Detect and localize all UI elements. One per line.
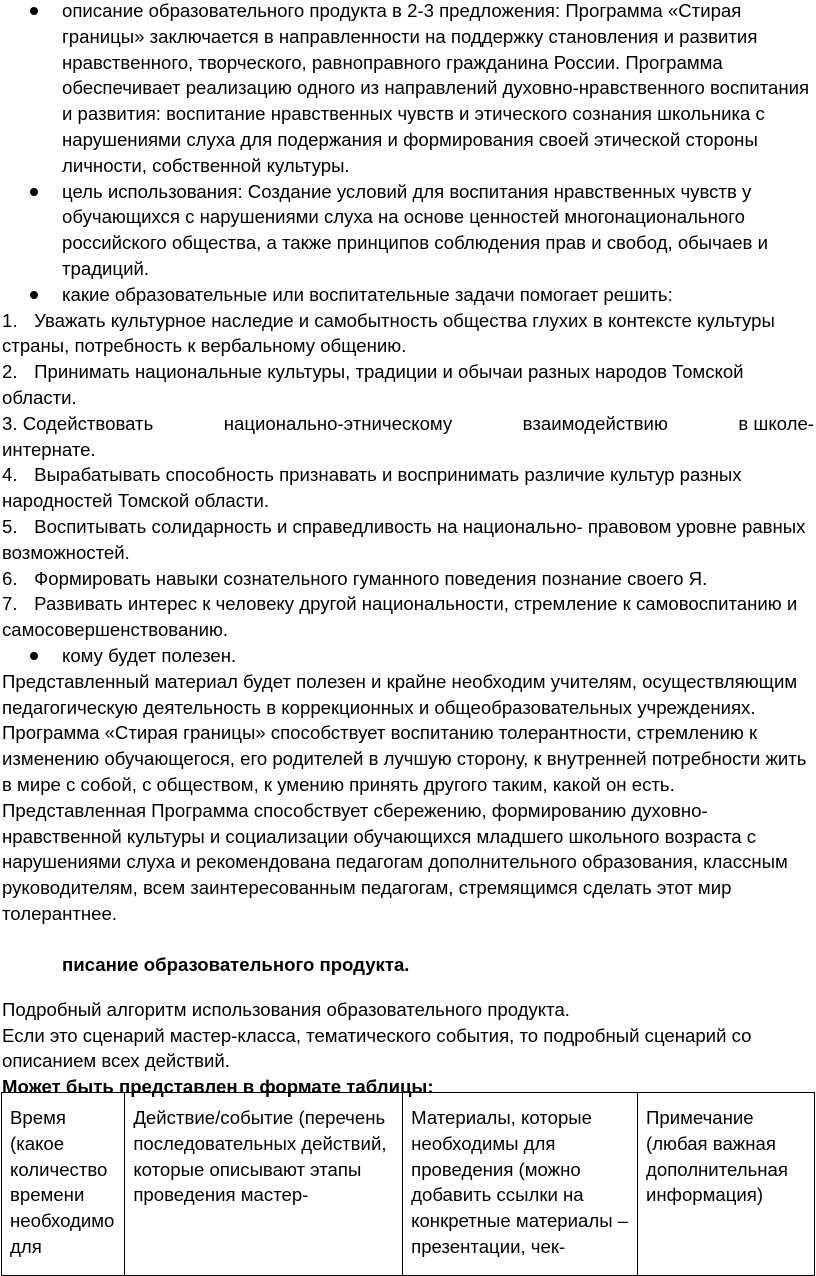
task-text: Воспитывать солидарность и справедливость на национально- правовом уровне равных возможностей. xyxy=(2,515,806,563)
bullet-item-description xyxy=(0,0,816,179)
bullet-icon xyxy=(30,188,38,196)
task-justified-line xyxy=(0,411,816,437)
task-text: Формировать навыки сознательного гуманного поведения познание своего Я. xyxy=(34,567,708,589)
task-item-5 xyxy=(0,514,816,566)
task-item-4 xyxy=(0,462,816,514)
task-number: 7. xyxy=(2,593,18,615)
useful-paragraph: Представленный материал будет полезен и крайне необходим учителям, осуществляющим педагогическую деятельность в коррекционных и общеобразовательных учреждениях. Программа «Стирая границы» способствует воспитанию толерантности, стремлению к изменению обучающегося, его родителей в лучшую сторону, к внутренней потребности жить в мире с собой, с обществом, к умению принять другого таким, какой он есть. Представленная Программа способствует сбережению, формированию духовно-нравственной культуры и социализации обучающихся младшего школьного возраста с нарушениями слуха и рекомендована педагогам дополнительного образования, классным руководителям, всем заинтересованным педагогам, стремящимся сделать этот мир толерантнее. xyxy=(2,670,807,924)
bullet-item-tasks xyxy=(0,282,816,308)
bullet-text: кому будет полезен. xyxy=(62,644,237,666)
task-number xyxy=(2,411,153,437)
task-item-6 xyxy=(0,566,816,592)
task-item-7 xyxy=(0,591,816,643)
task-word: национально-этническому xyxy=(223,412,453,434)
task-word: в школе- xyxy=(738,412,814,434)
task-number: 6. xyxy=(2,567,18,589)
task-number: 5. xyxy=(2,515,18,537)
task-text: Уважать культурное наследие и самобытность общества глухих в контексте культуры страны, потребность к вербальному общению. xyxy=(2,309,775,357)
bullet-icon xyxy=(30,652,38,660)
bullet-icon xyxy=(30,7,38,15)
bullet-item-goal xyxy=(0,179,816,282)
task-number: 4. xyxy=(2,464,18,486)
bullet-item-useful xyxy=(0,643,816,669)
scenario-line: Если это сценарий мастер-класса, тематического события, то подробный сценарий со описанием всех действий. xyxy=(2,1024,752,1072)
task-number-value: 3. xyxy=(2,412,18,434)
table-header-time: Время (какое количество времени необходимо для xyxy=(2,1093,125,1276)
bullet-text: описание образовательного продукта в 2-3 предложения: Программа «Стирая границы» заключается в направленности на поддержку становления и развития нравственного, творческого, равноправного гражданина России. Программа обеспечивает реализацию одного из направлений духовно-нравственного воспитания и развития: воспитание нравственных чувств и этического сознания школьника с нарушениями слуха для подержания и формирования своей этической стороны личности, собственной культуры. xyxy=(62,0,810,176)
bullet-text: какие образовательные или воспитательные задачи помогает решить: xyxy=(62,283,673,305)
algorithm-line: Подробный алгоритм использования образовательного продукта. xyxy=(2,998,570,1020)
section-heading: писание образовательного продукта. xyxy=(62,954,410,976)
task-continuation: интернате. xyxy=(2,438,96,460)
task-word: Содействовать xyxy=(22,412,154,434)
task-text: Принимать национальные культуры, традиции и обычаи разных народов Томской области. xyxy=(2,361,744,408)
task-item-3 xyxy=(0,411,816,463)
task-text: Вырабатывать способность признавать и воспринимать различие культур разных народностей Томской области. xyxy=(2,464,742,512)
table-header-materials: Материалы, которые необходимы для проведения (можно добавить ссылки на конкретные материалы – презентации, чек- xyxy=(403,1093,638,1276)
table-row xyxy=(2,1093,815,1276)
task-item-2 xyxy=(0,359,816,411)
table-header-action: Действие/событие (перечень последовательных действий, которые описывают этапы проведения мастер- xyxy=(125,1093,403,1276)
task-text: Развивать интерес к человеку другой национальности, стремление к самовоспитанию и самосовершенствованию. xyxy=(2,593,798,641)
task-word: взаимодействию xyxy=(522,412,668,434)
table-header-note: Примечание (любая важная дополнительная информация) xyxy=(638,1093,815,1276)
task-number: 2. xyxy=(2,361,18,383)
table-format-line: Может быть представлен в формате таблицы: xyxy=(2,1076,434,1098)
scenario-table xyxy=(1,1092,815,1276)
task-number: 1. xyxy=(2,309,18,331)
bullet-text: цель использования: Создание условий для воспитания нравственных чувств у обучающихся с нарушениями слуха на основе ценностей многонационального российского общества, а также принципов соблюдения прав и свобод, обычаев и традиций. xyxy=(62,180,768,279)
bullet-icon xyxy=(30,291,38,299)
task-item-1 xyxy=(0,308,816,360)
